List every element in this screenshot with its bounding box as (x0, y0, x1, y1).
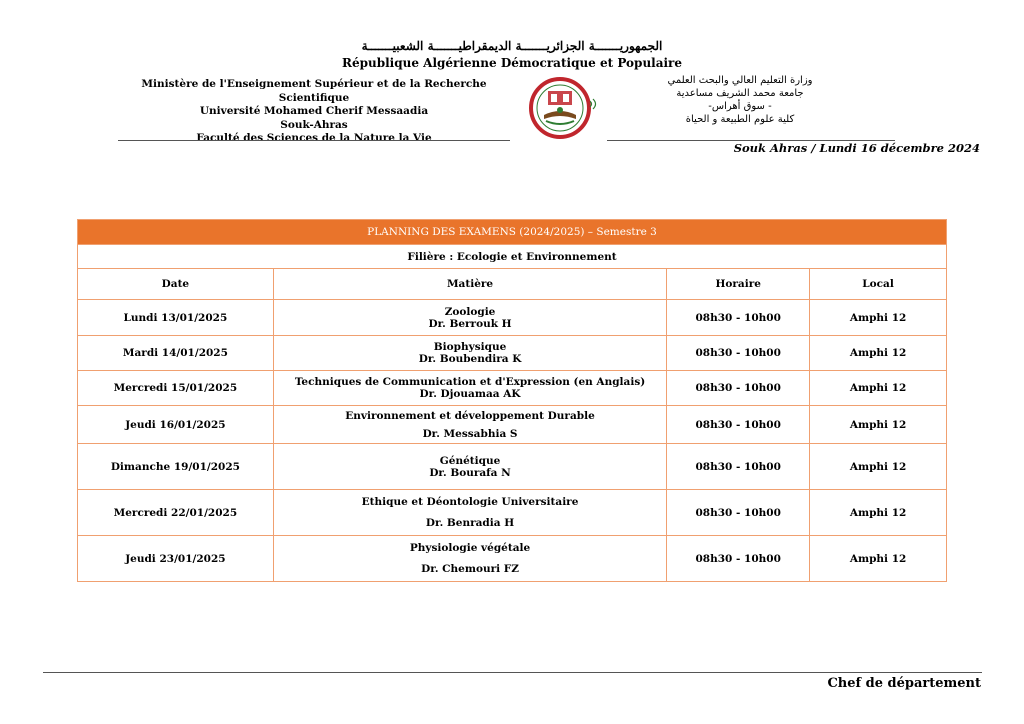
university-line-ar: جامعة محمد الشريف مساعدية (676, 88, 804, 99)
exam-teacher: Dr. Bourafa N (429, 466, 511, 479)
university-logo-icon (522, 77, 598, 139)
exam-subject-cell (273, 371, 667, 406)
signature-label: Chef de département (827, 676, 981, 691)
exam-subject-cell (273, 336, 667, 371)
table-row (78, 444, 947, 490)
exam-room: Amphi 12 (810, 406, 947, 444)
french-republic-title: République Algérienne Démocratique et Populaire (341, 56, 683, 70)
arabic-republic-title: الجمهوريـــــــة الجزائريـــــــة الديمقراطيـــــــة الشعبيـــــــة (361, 39, 663, 53)
faculty-line: Faculté des Sciences de la Nature la Vie (196, 132, 432, 144)
exam-time: 08h30 - 10h00 (667, 336, 810, 371)
exam-subject-cell (273, 490, 667, 536)
header-horaire: Horaire (667, 269, 810, 300)
exam-room: Amphi 12 (810, 536, 947, 582)
exam-time: 08h30 - 10h00 (667, 406, 810, 444)
city-line: Souk-Ahras (280, 118, 348, 131)
institution-header-fr (118, 78, 510, 146)
exam-subject: Physiologie végétale (409, 542, 531, 554)
exam-subject: Environnement et développement Durable (345, 409, 595, 422)
exam-time: 08h30 - 10h00 (667, 371, 810, 406)
table-row (78, 536, 947, 582)
exam-date: Mercredi 15/01/2025 (78, 371, 274, 406)
exam-date: Dimanche 19/01/2025 (78, 444, 274, 490)
exam-time: 08h30 - 10h00 (667, 300, 810, 336)
header-date: Date (78, 269, 274, 300)
exam-room: Amphi 12 (810, 490, 947, 536)
city-line-ar: - سوق أهراس- (708, 101, 772, 112)
exam-teacher: Dr. Benradia H (425, 517, 515, 529)
exam-room: Amphi 12 (810, 444, 947, 490)
exam-room: Amphi 12 (810, 371, 947, 406)
table-row (78, 406, 947, 444)
exam-teacher: Dr. Messabhia S (422, 427, 518, 440)
exam-subject-cell (273, 536, 667, 582)
left-header-rule (118, 140, 510, 141)
exam-time: 08h30 - 10h00 (667, 490, 810, 536)
ministry-line-ar: وزارة التعليم العالي والبحث العلمي (667, 75, 813, 86)
exam-subject: Zoologie (444, 305, 496, 318)
exam-subject: Biophysique (433, 341, 507, 353)
faculty-line-ar: كلية علوم الطبيعة و الحياة (685, 114, 795, 125)
header-local: Local (810, 269, 947, 300)
exam-subject-cell (273, 444, 667, 490)
exam-subject: Génétique (439, 454, 501, 467)
header-matiere: Matière (273, 269, 667, 300)
date-line: Souk Ahras / Lundi 16 décembre 2024 (733, 141, 980, 155)
table-row (78, 371, 947, 406)
exam-teacher: Dr. Berrouk H (428, 317, 512, 330)
institution-header-ar (640, 74, 840, 126)
exam-date: Lundi 13/01/2025 (78, 300, 274, 336)
university-line: Université Mohamed Cherif Messaadia (199, 105, 429, 117)
exam-time: 08h30 - 10h00 (667, 536, 810, 582)
exam-subject-cell (273, 300, 667, 336)
exam-subject-cell (273, 406, 667, 444)
exam-subject: Techniques de Communication et d'Expression (en Anglais) (294, 376, 646, 388)
exam-teacher: Dr. Boubendira K (418, 353, 522, 365)
exam-schedule-table (77, 219, 947, 582)
exam-date: Jeudi 23/01/2025 (78, 536, 274, 582)
ministry-line: Ministère de l'Enseignement Supérieur et de la Recherche Scientifique (141, 78, 487, 104)
exam-date: Mercredi 22/01/2025 (78, 490, 274, 536)
exam-date: Mardi 14/01/2025 (78, 336, 274, 371)
exam-time: 08h30 - 10h00 (667, 444, 810, 490)
exam-room: Amphi 12 (810, 336, 947, 371)
exam-teacher: Dr. Djouamaa AK (419, 388, 521, 400)
table-row (78, 336, 947, 371)
exam-subject: Ethique et Déontologie Universitaire (361, 496, 579, 508)
table-row (78, 490, 947, 536)
table-row (78, 300, 947, 336)
exam-date: Jeudi 16/01/2025 (78, 406, 274, 444)
exam-room: Amphi 12 (810, 300, 947, 336)
exam-teacher: Dr. Chemouri FZ (421, 563, 519, 575)
table-title: PLANNING DES EXAMENS (2024/2025) – Semestre 3 (78, 220, 947, 245)
footer-rule (43, 672, 982, 673)
filiere-label: Filière : Ecologie et Environnement (78, 245, 947, 269)
